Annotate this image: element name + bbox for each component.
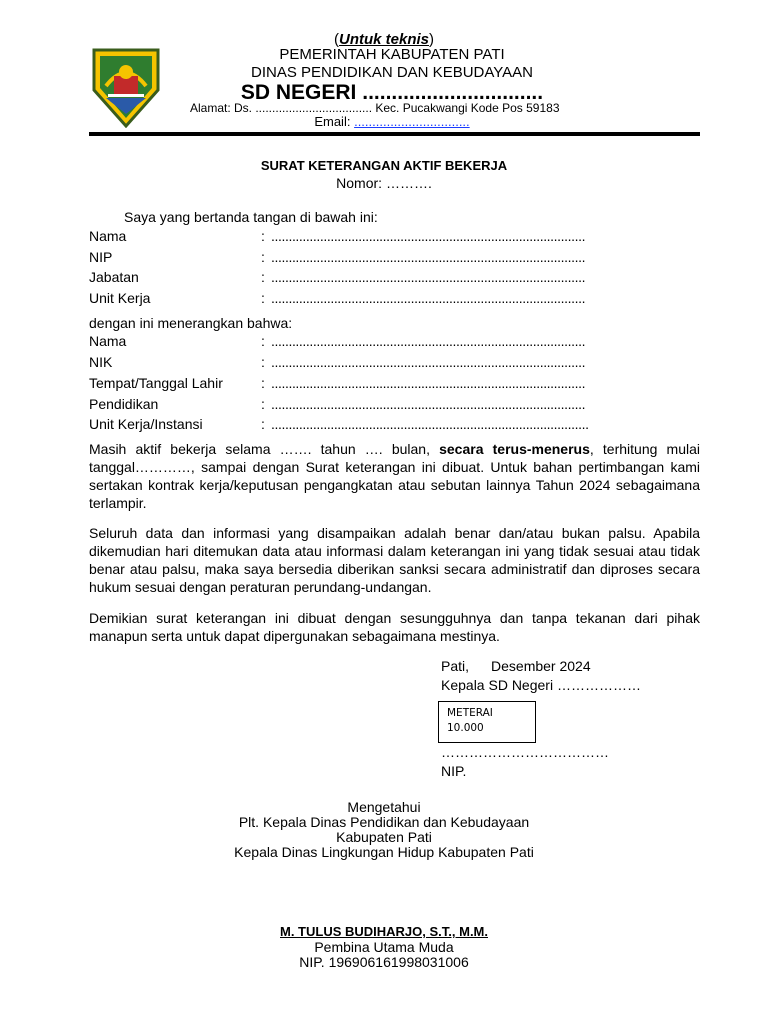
field-colon: :: [261, 290, 265, 306]
address-line: Alamat: Ds. ................................... Kec. Pucakwangi Kode Pos 59183: [190, 101, 560, 115]
paragraph-declaration: Seluruh data dan informasi yang disampaikan adalah benar dan/atau bukan palsu. Apabila dikemudian hari ditemukan data atau informasi dalam keterangan ini yang tidak sesuai atau tidak benar atau palsu, maka saya bersedia diberikan sanksi secara administratif dan diproses secara hukum sesuai dengan peraturan perundang-undangan.: [89, 525, 700, 595]
paragraph-employment: Masih aktif bekerja selama ……. tahun …. bulan, secara terus-menerus, terhitung mulai tanggal…………, sampai dengan Surat keterangan ini dibuat. Untuk bahan pertimbangan kami sertakan kontrak kerja/keputusan pengangkatan atau sebutan lainnya Tahun 2024 sebagaimana terlampir.: [89, 441, 700, 511]
official-role-1: Plt. Kepala Dinas Pendidikan dan Kebudayaan: [238, 814, 530, 830]
field-value: ..........................................................................................: [271, 375, 586, 391]
school-name: SD NEGERI ...............................: [240, 81, 544, 104]
email-label: Email:: [314, 114, 351, 129]
field-label: NIK: [89, 354, 113, 370]
field-colon: :: [261, 249, 265, 265]
official-role-2: Kabupaten Pati: [336, 829, 432, 845]
subject-row-pendidikan: [89, 394, 700, 415]
letter-number: Nomor: ……….: [336, 175, 432, 191]
field-value: ..........................................................................................: [271, 396, 586, 412]
field-value: ..........................................................................................: [271, 290, 586, 306]
signer-row-nama: [89, 226, 700, 247]
intro-text: Saya yang bertanda tangan di bawah ini:: [124, 209, 378, 225]
signer-name-placeholder: ………………………………: [441, 744, 609, 760]
field-colon: :: [261, 396, 265, 412]
subject-row-ttl: [89, 373, 700, 394]
letter-title: SURAT KETERANGAN AKTIF BEKERJA: [260, 158, 508, 173]
field-value: ..........................................................................................: [271, 249, 586, 265]
field-colon: :: [261, 333, 265, 349]
office-name: DINAS PENDIDIKAN DAN KEBUDAYAAN: [250, 64, 533, 81]
field-label: Pendidikan: [89, 396, 159, 412]
signer-row-jabatan: [89, 267, 700, 288]
paragraph-closing: Demikian surat keterangan ini dibuat dengan sesungguhnya dan tanpa tekanan dari pihak manapun serta untuk dapat dipergunakan sebagaimana mestinya.: [89, 610, 700, 644]
field-label: NIP: [89, 249, 113, 265]
field-value: ..........................................................................................: [271, 269, 586, 285]
stamp-value: 10.000: [447, 722, 484, 734]
field-colon: :: [261, 354, 265, 370]
place-date: Pati, Desember 2024: [441, 658, 591, 674]
field-colon: :: [261, 375, 265, 391]
field-label: Tempat/Tanggal Lahir: [89, 375, 223, 391]
signer-nip: NIP.: [441, 763, 467, 779]
technical-note: (Untuk teknis): [333, 31, 434, 48]
field-label: Unit Kerja/Instansi: [89, 416, 203, 432]
official-rank: Pembina Utama Muda: [314, 939, 454, 955]
subject-row-nik: [89, 352, 700, 373]
government-name: PEMERINTAH KABUPATEN PATI: [279, 46, 505, 63]
field-label: Nama: [89, 228, 127, 244]
subject-row-nama: [89, 331, 700, 352]
email-line: [180, 115, 604, 129]
official-role-3: Kepala Dinas Lingkungan Hidup Kabupaten Pati: [234, 844, 534, 860]
regency-coat-of-arms-icon: [88, 46, 164, 128]
field-label: Jabatan: [89, 269, 139, 285]
revenue-stamp-box: [438, 701, 536, 743]
acknowledged-label: Mengetahui: [347, 799, 421, 815]
field-value: ..........................................................................................: [271, 228, 586, 244]
field-label: Unit Kerja: [89, 290, 151, 306]
official-nip: NIP. 196906161998031006: [299, 954, 469, 970]
signer-row-nip: [89, 247, 700, 268]
field-label: Nama: [89, 333, 127, 349]
lead-text: dengan ini menerangkan bahwa:: [89, 315, 293, 331]
signer-row-unit-kerja: [89, 288, 700, 309]
field-colon: :: [261, 269, 265, 285]
field-value: ...........................................................................................: [271, 416, 589, 432]
signer-position: Kepala SD Negeri ………………: [441, 677, 641, 693]
email-link[interactable]: ................................: [354, 114, 470, 129]
stamp-label: METERAI: [447, 707, 493, 719]
field-colon: :: [261, 416, 265, 432]
field-colon: :: [261, 228, 265, 244]
official-name: M. TULUS BUDIHARJO, S.T., M.M.: [280, 924, 488, 939]
subject-row-unit-kerja: [89, 414, 700, 435]
letterhead-divider: [89, 132, 700, 136]
field-value: ..........................................................................................: [271, 354, 586, 370]
field-value: ..........................................................................................: [271, 333, 586, 349]
